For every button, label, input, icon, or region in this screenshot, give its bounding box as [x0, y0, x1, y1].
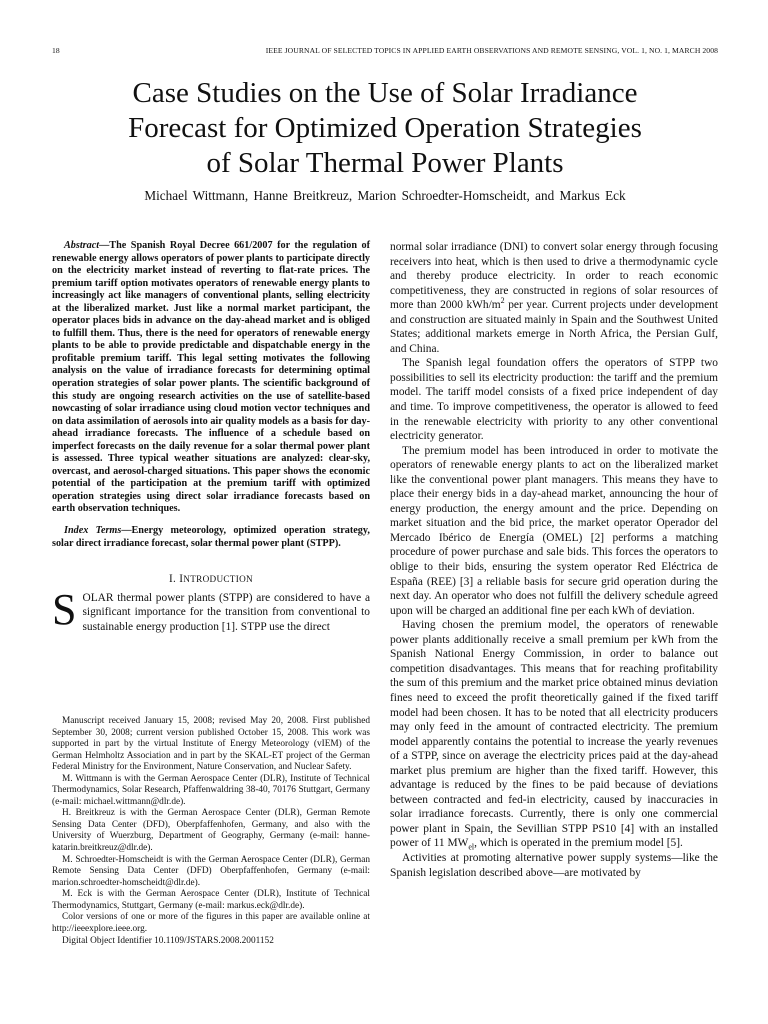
footnote-color: Color versions of one or more of the figures in this paper are available online at http://ieeexplore.ieee.org. — [52, 912, 370, 934]
running-header — [52, 46, 718, 58]
left-column — [52, 240, 370, 634]
body-paragraph: The Spanish legal foundation offers the operators of STPP two possibilities to sell its electricity production: the tariff and the premium model. The tariff model consists of a fixed price independent of day and time. To improve competitiveness, the operator is allowed to feed in the renewable electricity with priority to any other conventional electricity generator. — [390, 357, 718, 443]
body-paragraph — [390, 618, 718, 851]
footnote-author: M. Wittmann is with the German Aerospace Center (DLR), Institute of Technical Thermodynamics, Solar Research, Pfaffenwaldring 38-40, 70176 Stuttgart, Germany (e-mail: michael.wittmann@dlr.de). — [52, 773, 370, 807]
body-text: , which is operated in the premium model [5]. — [474, 837, 683, 850]
subscript: el — [468, 842, 475, 852]
right-column — [390, 240, 718, 880]
section-title-rest: NTRODUCTION — [183, 574, 253, 585]
section-numeral: I. — [169, 573, 177, 586]
superscript: 2 — [500, 296, 505, 306]
abstract — [52, 240, 370, 516]
footnote-author: H. Breitkreuz is with the German Aerospace Center (DLR), German Remote Sensing Data Center (DFD), Oberpfaffenhofen, Germany, and also with the University of Wuerzburg, Department of Geography, Germany (e-mail: hanne-katarin.breitkreuz@dlr.de). — [52, 808, 370, 854]
footnote-manuscript: Manuscript received January 15, 2008; revised May 20, 2008. First published September 30, 2008; current version published October 15, 2008. This work was supported in part by the virtual Institute of Energy Meteorology (vIEM) of the German Helmholtz Association and in part by the SKAL-ET project of the German Federal Ministry for the Environment, Nature Conservation, and Nuclear Safety. — [52, 716, 370, 773]
index-terms-dash: — — [121, 525, 132, 537]
index-terms-label: Index Terms — [64, 525, 122, 537]
journal-title: IEEE JOURNAL OF SELECTED TOPICS IN APPLIED EARTH OBSERVATIONS AND REMOTE SENSING, VOL. 1, NO. 1, MARCH 2008 — [265, 46, 718, 55]
page-number: 18 — [52, 46, 60, 55]
title-line: Case Studies on the Use of Solar Irradiance — [132, 77, 638, 109]
section-first-letter: I — [179, 573, 184, 586]
intro-paragraph — [52, 585, 370, 635]
footnote-author: M. Eck is with the German Aerospace Center (DLR), Institute of Technical Thermodynamics, Stuttgart, Germany (e-mail: markus.eck@dlr.de). — [52, 889, 370, 911]
section-heading — [52, 572, 370, 586]
drop-cap: S — [52, 585, 77, 635]
abstract-dash: — — [99, 240, 110, 251]
footnote-author: M. Schroedter-Homscheidt is with the German Aerospace Center (DLR), German Remote Sensing Data Center (DFD) Oberpfaffenhofen, Germany (e-mail: marion.schroedter-homscheidt@dlr.de). — [52, 854, 370, 888]
footnotes — [52, 716, 370, 948]
intro-text: OLAR thermal power plants (STPP) are considered to have a significant importance for the transition from conventional to sustainable energy production [1]. STPP use the direct — [82, 592, 370, 633]
body-paragraph — [390, 240, 718, 356]
body-text: Having chosen the premium model, the operators of renewable power plants additionally receive a small premium per kWh from the Spanish National Energy Commission, in order to balance out competition disadvantages. This means that for reaching profitability the sum of this premium and the market price obtained minus deviation fines need to exceed the profit theoretically gained if the fixed tariff model had been chosen. It has to be noted that all electricity producers may only feed in the amount of contracted electricity. The premium model apparently contains the potential to increase the yearly revenues of a STPP, since on average the electricity prices paid at the day-ahead market plus premium are higher than the fixed tariff. However, this advantage is reduced by the fines to be paid because of deviations between contracted and fed-in electricity, caused by inaccuracies in solar irradiance forecasts. Currently, there is only one commercial power plant in Spain, the Sevillian STPP PS10 [4] with an installed power of 11 MW — [390, 619, 718, 850]
body-text: per year. Current projects under development and construction are situated mainly in Spain and the Southwest United States; additional markets emerge in North Africa, the Persian Gulf, and China. — [390, 299, 718, 355]
abstract-label: Abstract — [64, 240, 100, 251]
title-line: Forecast for Optimized Operation Strategies — [128, 112, 642, 144]
body-paragraph: The premium model has been introduced in order to motivate the operators of renewable energy plants to act on the liberalized market like the conventional power plant managers. This means they have to place their energy bids in a day-ahead market, announcing the hour of energy production, the energy amount and the price. Depending on market situation and the bid price, the market operator Operador del Mercado Ibérico de Energía (OMEL) [2] performs a matching procedure of power purchase and sale bids. This forces the operators to oblige to their bids, ensuring the system operator Red Eléctrica de España (REE) [3] a reliable basis for secure grid operation during the next day. An operator who does not fulfill the delivery schedule agreed upon will be charged an additional fine per each kWh of deviation. — [390, 444, 718, 617]
paper-title — [52, 76, 718, 181]
title-line: of Solar Thermal Power Plants — [206, 147, 564, 179]
index-terms-text: Energy meteorology, optimized operation strategy, solar direct irradiance forecast, solar thermal power plant (STPP). — [52, 525, 370, 549]
author-list: Michael Wittmann, Hanne Breitkreuz, Marion Schroedter-Homscheidt, and Markus Eck — [144, 188, 626, 203]
footnote-doi: Digital Object Identifier 10.1109/JSTARS.2008.2001152 — [62, 936, 274, 947]
body-paragraph: Activities at promoting alternative power supply systems—like the Spanish legislation described above—are motivated by — [390, 851, 718, 879]
index-terms — [52, 525, 370, 550]
body-text: normal solar irradiance (DNI) to convert solar energy through focusing receivers into heat, which is then used to drive a thermodynamic cycle and thereby produce electricity. In order to reach economic competitiveness, they are constructed in regions of solar resources of more than 2000 kWh/m — [390, 241, 718, 312]
abstract-text: The Spanish Royal Decree 661/2007 for the regulation of renewable energy allows operators of power plants to participate directly on the electricity market instead of reverting to flat-rate prices. The premium tariff option motivates operators of renewable energy plants to increasingly act like managers of conventional plants, selling electricity at the liberalized market. Just like a normal market participant, the operator places bids in advance on the day-ahead market and is obliged to fulfill them. Thus, there is the need for operators of renewable energy plants to be able to provide predictable and dispatchable energy in the profitable premium tariff. This legal setting motivates the following analysis on the value of irradiance forecasts for determining optimal operation strategies of solar power plants. The scientific background of this study are ongoing research activities on the use of satellite-based nowcasting of solar irradiance using cloud motion vector techniques and on data assimilation of aerosols into air quality models as a basis for day-ahead irradiance forecasts. The influence of a schedule based on imperfect forecasts on the daily revenue for a solar thermal power plant is assessed. Three typical weather situations are analyzed: clear-sky, overcast, and aerosol-charged situations. This paper shows the economic potential of the participation at the premium tariff with optimized operation strategies using direct solar irradiance forecasts based on earth observation techniques. — [52, 240, 370, 515]
